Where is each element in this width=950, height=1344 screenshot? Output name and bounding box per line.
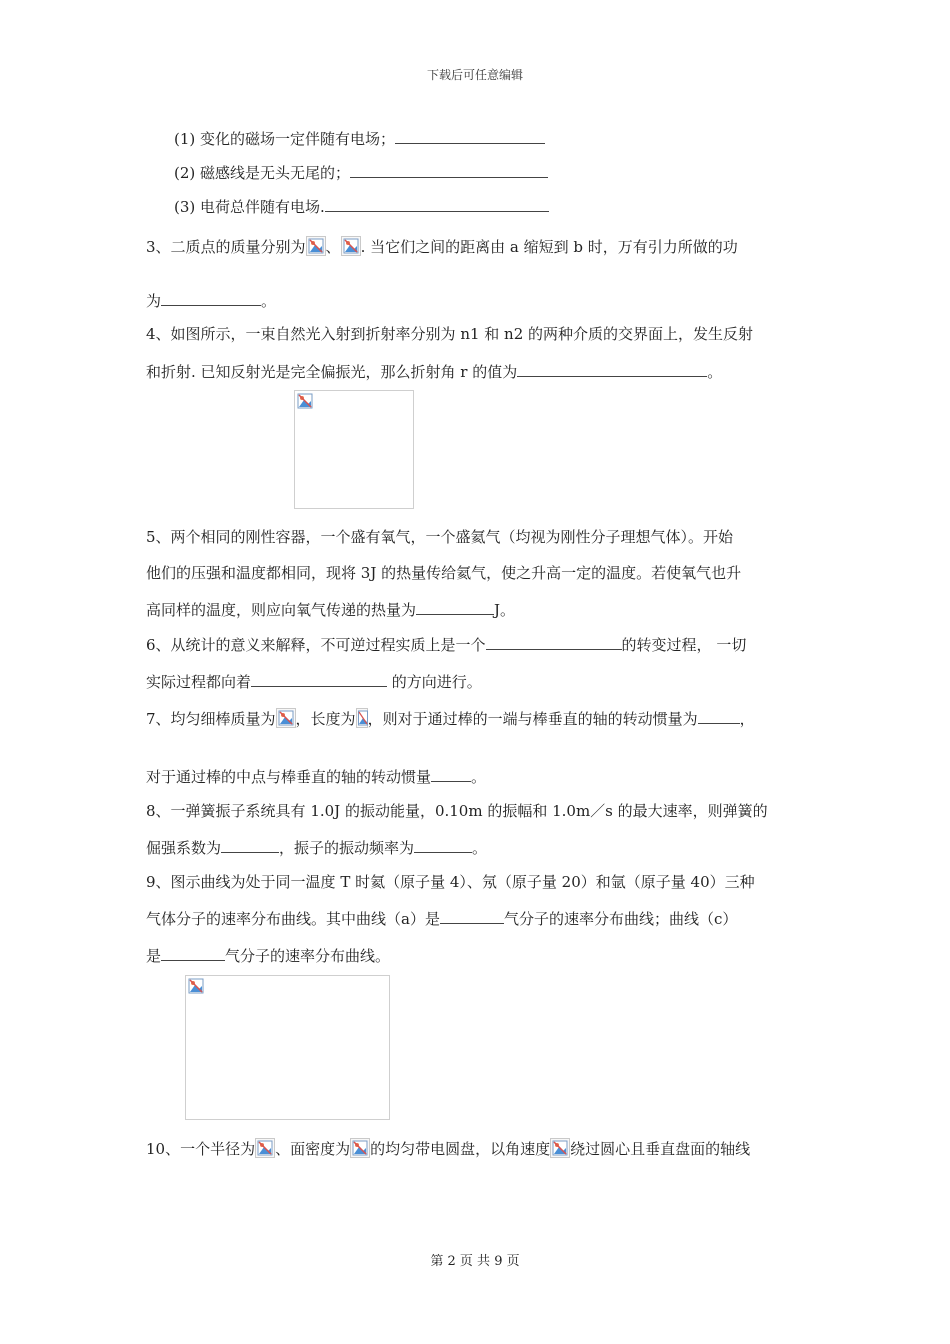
q8-end: 。 — [472, 839, 488, 857]
q2-item-3-text: (3) 电荷总伴随有电场. — [174, 198, 325, 216]
q6-line-2 — [146, 671, 482, 692]
answer-blank[interactable] — [431, 766, 471, 782]
answer-blank[interactable] — [251, 671, 387, 687]
broken-image-icon — [341, 236, 361, 256]
q2-item-2 — [174, 162, 548, 183]
q10-text: 绕过圆心且垂直盘面的轴线 — [570, 1140, 751, 1158]
q3-text: 为 — [146, 292, 162, 310]
q8-line-2 — [146, 837, 487, 858]
answer-blank[interactable] — [161, 945, 225, 961]
broken-image-icon — [306, 236, 326, 256]
q6-text: 实际过程都向着 — [146, 673, 252, 691]
answer-blank[interactable] — [440, 908, 504, 924]
q4-end: 。 — [707, 363, 723, 381]
q5-line-3 — [146, 599, 515, 620]
q5-end: J。 — [494, 601, 516, 619]
answer-blank[interactable] — [221, 837, 279, 853]
q7-text: ， — [739, 710, 755, 728]
q3-separator: 、 — [325, 238, 341, 256]
page-footer: 第 2 页 共 9 页 — [430, 1254, 520, 1269]
q3-text: . 当它们之间的距离由 a 缩短到 b 时，万有引力所做的功 — [360, 238, 738, 256]
answer-blank[interactable] — [350, 162, 548, 178]
q3-text: 3、二质点的质量分别为 — [146, 238, 306, 256]
broken-image-icon — [550, 1138, 570, 1158]
q8-text: 倔强系数为 — [146, 839, 222, 857]
q7-line-1 — [146, 708, 755, 729]
q7-text: 7、均匀细棒质量为 — [146, 710, 276, 728]
answer-blank[interactable] — [517, 361, 707, 377]
q4-text: 和折射. 已知反射光是完全偏振光，那么折射角 r 的值为 — [146, 363, 518, 381]
q7-line-2 — [146, 766, 486, 787]
q4-line-1: 4、如图所示，一束自然光入射到折射率分别为 n1 和 n2 的两种介质的交界面上，发生反射 — [146, 325, 754, 343]
broken-image-icon — [350, 1138, 370, 1158]
q2-item-1-text: (1) 变化的磁场一定伴随有电场； — [174, 130, 396, 148]
q5-line-1: 5、两个相同的刚性容器，一个盛有氧气，一个盛氦气（均视为刚性分子理想气体）。开始 — [146, 528, 734, 546]
q10-line-1 — [146, 1138, 750, 1159]
q2-item-1 — [174, 128, 545, 149]
broken-image-icon — [356, 708, 368, 728]
answer-blank[interactable] — [395, 128, 545, 144]
q9-text: 气体分子的速率分布曲线。其中曲线（a）是 — [146, 910, 440, 928]
answer-blank[interactable] — [414, 837, 472, 853]
q8-text: ，振子的振动频率为 — [279, 839, 415, 857]
q2-item-3 — [174, 196, 549, 217]
q7-text: 对于通过棒的中点与棒垂直的轴的转动惯量 — [146, 768, 432, 786]
q5-line-2: 他们的压强和温度都相同，现将 3J 的热量传给氦气，使之升高一定的温度。若使氧气也升 — [146, 564, 742, 582]
q3-line-2 — [146, 290, 276, 311]
answer-blank[interactable] — [325, 196, 549, 212]
broken-image-icon — [276, 708, 296, 728]
q4-figure-placeholder — [294, 390, 414, 509]
q9-line-1: 9、图示曲线为处于同一温度 T 时氦（原子量 4）、氖（原子量 20）和氩（原子量 40）三种 — [146, 873, 755, 891]
q9-text: 气分子的速率分布曲线。 — [225, 947, 391, 965]
q6-text: 的方向进行。 — [387, 673, 482, 691]
q9-line-3 — [146, 945, 390, 966]
answer-blank[interactable] — [486, 634, 622, 650]
q7-text: ，则对于通过棒的一端与棒垂直的轴的转动惯量为 — [367, 710, 698, 728]
q3-line-1 — [146, 236, 738, 257]
broken-image-icon — [296, 392, 316, 412]
q9-line-2 — [146, 908, 737, 929]
q7-end: 。 — [471, 768, 487, 786]
q10-text: 、面密度为 — [275, 1140, 351, 1158]
q6-text: 6、从统计的意义来解释，不可逆过程实质上是一个 — [146, 636, 486, 654]
q9-text: 气分子的速率分布曲线；曲线（c） — [503, 910, 738, 928]
broken-image-icon — [255, 1138, 275, 1158]
broken-image-icon — [187, 977, 207, 997]
page-header: 下载后可任意编辑 — [426, 68, 523, 82]
q10-text: 10、一个半径为 — [146, 1140, 256, 1158]
q2-item-2-text: (2) 磁感线是无头无尾的； — [174, 164, 351, 182]
q8-line-1: 8、一弹簧振子系统具有 1.0J 的振动能量，0.10m 的振幅和 1.0m／s 的最大速率，则弹簧的 — [146, 802, 768, 820]
q4-line-2 — [146, 361, 722, 382]
q5-text: 高同样的温度，则应向氧气传递的热量为 — [146, 601, 417, 619]
answer-blank[interactable] — [161, 290, 261, 306]
q10-text: 的均匀带电圆盘，以角速度 — [370, 1140, 551, 1158]
answer-blank[interactable] — [416, 599, 494, 615]
q3-end: 。 — [261, 292, 277, 310]
q9-text: 是 — [146, 947, 162, 965]
q9-figure-placeholder — [185, 975, 390, 1120]
q7-text: ，长度为 — [295, 710, 356, 728]
q6-text: 的转变过程， 一切 — [621, 636, 747, 654]
answer-blank[interactable] — [698, 708, 740, 724]
q6-line-1 — [146, 634, 746, 655]
